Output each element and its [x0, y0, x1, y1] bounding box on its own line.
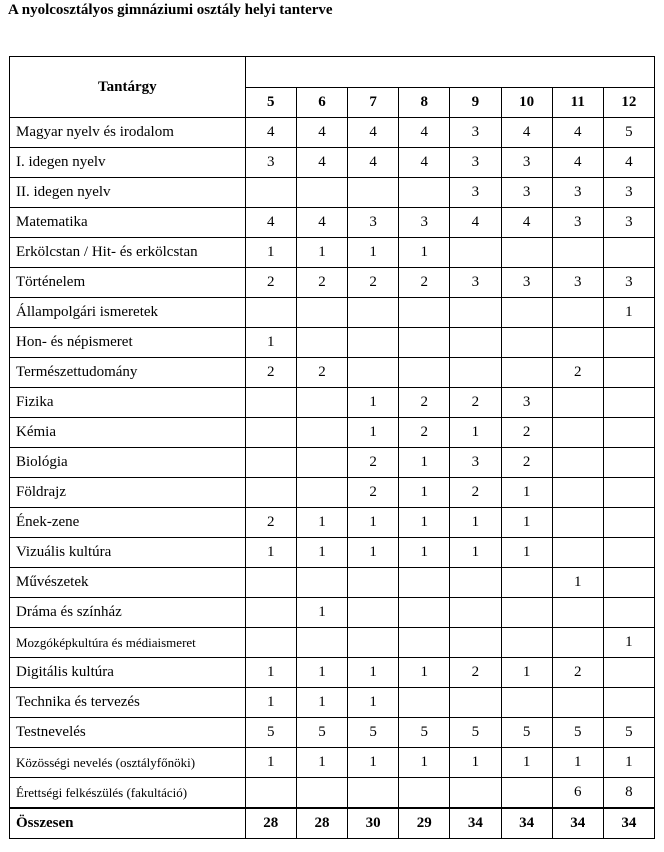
grade-header: 7: [348, 87, 399, 118]
subject-cell: Dráma és színház: [10, 598, 246, 628]
hours-cell: [245, 778, 296, 809]
hours-cell: 2: [245, 268, 296, 298]
hours-cell: 3: [603, 208, 654, 238]
hours-cell: [552, 328, 603, 358]
hours-cell: 4: [603, 148, 654, 178]
hours-cell: [399, 568, 450, 598]
hours-cell: [348, 358, 399, 388]
subject-cell: Erkölcstan / Hit- és erkölcstan: [10, 238, 246, 268]
hours-cell: 1: [348, 238, 399, 268]
hours-cell: 4: [296, 208, 347, 238]
hours-cell: 1: [348, 538, 399, 568]
hours-cell: [603, 688, 654, 718]
subject-cell: Testnevelés: [10, 718, 246, 748]
hours-cell: 6: [552, 778, 603, 809]
hours-cell: 5: [245, 718, 296, 748]
hours-cell: 5: [348, 718, 399, 748]
hours-cell: 2: [245, 508, 296, 538]
hours-cell: [450, 328, 501, 358]
subject-cell: Hon- és népismeret: [10, 328, 246, 358]
hours-cell: [552, 688, 603, 718]
hours-cell: 3: [501, 388, 552, 418]
hours-cell: 4: [399, 148, 450, 178]
table-row: [10, 598, 655, 628]
hours-cell: 3: [450, 268, 501, 298]
hours-cell: [552, 538, 603, 568]
hours-cell: [245, 388, 296, 418]
subject-cell: Digitális kultúra: [10, 658, 246, 688]
hours-cell: 1: [296, 748, 347, 778]
hours-cell: 1: [348, 748, 399, 778]
subject-cell: Matematika: [10, 208, 246, 238]
table-row: [10, 508, 655, 538]
hours-cell: [552, 628, 603, 658]
grade-header: 10: [501, 87, 552, 118]
hours-cell: [501, 238, 552, 268]
hours-cell: 1: [348, 418, 399, 448]
table-body: [10, 118, 655, 839]
hours-cell: [399, 688, 450, 718]
hours-cell: 1: [245, 238, 296, 268]
hours-cell: [245, 298, 296, 328]
table-row: [10, 208, 655, 238]
hours-cell: 1: [603, 298, 654, 328]
table-row: [10, 688, 655, 718]
hours-cell: [296, 628, 347, 658]
hours-cell: 1: [245, 328, 296, 358]
hours-cell: [450, 298, 501, 328]
hours-cell: [245, 178, 296, 208]
hours-cell: 3: [245, 148, 296, 178]
hours-cell: [552, 478, 603, 508]
hours-cell: 1: [399, 748, 450, 778]
hours-cell: 4: [501, 118, 552, 148]
total-row: [10, 808, 655, 839]
hours-cell: 3: [501, 268, 552, 298]
hours-cell: [501, 298, 552, 328]
table-row: [10, 358, 655, 388]
hours-cell: 1: [245, 748, 296, 778]
hours-cell: 4: [399, 118, 450, 148]
subject-cell: Magyar nyelv és irodalom: [10, 118, 246, 148]
hours-cell: [245, 598, 296, 628]
hours-cell: 4: [552, 148, 603, 178]
hours-cell: [245, 448, 296, 478]
hours-cell: 1: [450, 508, 501, 538]
hours-cell: 8: [603, 778, 654, 809]
subject-cell: Biológia: [10, 448, 246, 478]
hours-cell: [603, 358, 654, 388]
hours-cell: 1: [501, 748, 552, 778]
subject-cell: Művészetek: [10, 568, 246, 598]
hours-cell: [603, 388, 654, 418]
hours-cell: [450, 238, 501, 268]
hours-cell: 5: [501, 718, 552, 748]
hours-cell: 2: [450, 478, 501, 508]
page-title: A nyolcosztályos gimnáziumi osztály helyi tanterve: [8, 2, 333, 18]
hours-cell: 1: [348, 658, 399, 688]
hours-cell: 1: [296, 538, 347, 568]
table-row: [10, 418, 655, 448]
table-row: [10, 778, 655, 809]
hours-cell: 1: [296, 508, 347, 538]
total-value-cell: 29: [399, 808, 450, 839]
hours-cell: 3: [552, 178, 603, 208]
subject-cell: Mozgóképkultúra és médiaismeret: [10, 628, 246, 658]
hours-cell: [450, 688, 501, 718]
hours-cell: 1: [501, 538, 552, 568]
hours-cell: 3: [450, 118, 501, 148]
hours-cell: [450, 598, 501, 628]
hours-cell: 1: [501, 508, 552, 538]
subject-cell: Földrajz: [10, 478, 246, 508]
hours-cell: 1: [552, 568, 603, 598]
table-row: [10, 178, 655, 208]
hours-cell: [603, 568, 654, 598]
hours-cell: [501, 328, 552, 358]
hours-cell: 1: [399, 478, 450, 508]
table-row: [10, 298, 655, 328]
table-row: [10, 658, 655, 688]
hours-cell: [501, 688, 552, 718]
subject-cell: Közösségi nevelés (osztályfőnöki): [10, 748, 246, 778]
subject-cell: Történelem: [10, 268, 246, 298]
hours-cell: 1: [399, 538, 450, 568]
hours-cell: [399, 598, 450, 628]
hours-cell: [501, 568, 552, 598]
hours-cell: 2: [501, 418, 552, 448]
hours-cell: [296, 178, 347, 208]
hours-cell: 5: [296, 718, 347, 748]
total-value-cell: 34: [501, 808, 552, 839]
hours-cell: 1: [296, 658, 347, 688]
hours-cell: [450, 568, 501, 598]
hours-cell: [296, 418, 347, 448]
hours-cell: 1: [296, 238, 347, 268]
hours-cell: 2: [501, 448, 552, 478]
hours-cell: 5: [603, 718, 654, 748]
hours-cell: [552, 418, 603, 448]
table-row: [10, 328, 655, 358]
hours-cell: [296, 478, 347, 508]
hours-cell: [501, 358, 552, 388]
total-value-cell: 28: [245, 808, 296, 839]
table-row: [10, 118, 655, 148]
hours-cell: [603, 658, 654, 688]
hours-cell: [552, 448, 603, 478]
hours-cell: [348, 778, 399, 809]
table-row: [10, 148, 655, 178]
hours-cell: 3: [552, 268, 603, 298]
hours-cell: 2: [399, 388, 450, 418]
grade-header: 6: [296, 87, 347, 118]
hours-cell: 1: [245, 538, 296, 568]
hours-cell: 4: [245, 208, 296, 238]
hours-cell: [501, 628, 552, 658]
hours-cell: [603, 538, 654, 568]
hours-cell: [399, 358, 450, 388]
hours-cell: 1: [501, 658, 552, 688]
hours-cell: 3: [501, 148, 552, 178]
hours-cell: [296, 778, 347, 809]
total-value-cell: 34: [450, 808, 501, 839]
grade-header: 11: [552, 87, 603, 118]
table-row: [10, 718, 655, 748]
hours-cell: [603, 478, 654, 508]
total-label: Összesen: [10, 808, 246, 839]
hours-cell: [603, 238, 654, 268]
hours-cell: [552, 238, 603, 268]
hours-cell: 2: [348, 268, 399, 298]
grade-header: 8: [399, 87, 450, 118]
total-value-cell: 34: [603, 808, 654, 839]
table-row: [10, 568, 655, 598]
hours-cell: 1: [348, 688, 399, 718]
hours-cell: 2: [450, 658, 501, 688]
hours-cell: [501, 598, 552, 628]
subject-column-header: Tantárgy: [10, 57, 246, 118]
subject-cell: Kémia: [10, 418, 246, 448]
hours-cell: [552, 388, 603, 418]
hours-cell: 2: [348, 448, 399, 478]
hours-cell: [245, 478, 296, 508]
hours-cell: 3: [450, 148, 501, 178]
subject-cell: Fizika: [10, 388, 246, 418]
hours-cell: [552, 298, 603, 328]
hours-cell: [348, 328, 399, 358]
subject-cell: Ének-zene: [10, 508, 246, 538]
hours-cell: 4: [245, 118, 296, 148]
subject-cell: Vizuális kultúra: [10, 538, 246, 568]
hours-cell: 1: [450, 418, 501, 448]
total-value-cell: 34: [552, 808, 603, 839]
hours-cell: [603, 418, 654, 448]
hours-cell: 1: [296, 688, 347, 718]
hours-cell: 1: [245, 658, 296, 688]
subject-cell: I. idegen nyelv: [10, 148, 246, 178]
hours-cell: [603, 328, 654, 358]
hours-cell: 1: [296, 598, 347, 628]
hours-cell: [296, 388, 347, 418]
hours-cell: [399, 328, 450, 358]
hours-cell: [399, 298, 450, 328]
hours-cell: 4: [296, 148, 347, 178]
hours-cell: 4: [501, 208, 552, 238]
hours-cell: 2: [399, 268, 450, 298]
table-row: [10, 628, 655, 658]
hours-cell: 4: [296, 118, 347, 148]
hours-cell: 2: [450, 388, 501, 418]
hours-cell: [348, 568, 399, 598]
table-row: [10, 448, 655, 478]
hours-cell: 3: [450, 178, 501, 208]
hours-cell: 3: [603, 178, 654, 208]
hours-cell: 1: [399, 238, 450, 268]
hours-cell: 3: [348, 208, 399, 238]
table-row: [10, 388, 655, 418]
hours-cell: 2: [399, 418, 450, 448]
hours-cell: 3: [450, 448, 501, 478]
hours-cell: 4: [348, 148, 399, 178]
hours-cell: 1: [450, 538, 501, 568]
hours-cell: [245, 418, 296, 448]
hours-cell: 5: [552, 718, 603, 748]
hours-cell: 2: [348, 478, 399, 508]
hours-cell: [245, 628, 296, 658]
hours-cell: 1: [603, 628, 654, 658]
subject-cell: Technika és tervezés: [10, 688, 246, 718]
total-value-cell: 28: [296, 808, 347, 839]
hours-cell: 4: [552, 118, 603, 148]
hours-cell: 1: [399, 508, 450, 538]
table-row: [10, 538, 655, 568]
hours-cell: 2: [296, 268, 347, 298]
hours-cell: [450, 778, 501, 809]
hours-cell: [348, 298, 399, 328]
hours-cell: 1: [399, 658, 450, 688]
hours-cell: 3: [603, 268, 654, 298]
hours-cell: 4: [348, 118, 399, 148]
table-row: [10, 268, 655, 298]
hours-cell: 1: [552, 748, 603, 778]
table-row: [10, 748, 655, 778]
hours-cell: [245, 568, 296, 598]
hours-cell: [399, 628, 450, 658]
hours-cell: [552, 508, 603, 538]
hours-cell: [450, 628, 501, 658]
hours-cell: 3: [552, 208, 603, 238]
hours-cell: 1: [603, 748, 654, 778]
hours-cell: [348, 628, 399, 658]
hours-cell: [450, 358, 501, 388]
hours-cell: [296, 328, 347, 358]
hours-cell: [296, 298, 347, 328]
hours-cell: 2: [296, 358, 347, 388]
hours-cell: 1: [348, 508, 399, 538]
subject-cell: Természettudomány: [10, 358, 246, 388]
hours-cell: [296, 448, 347, 478]
hours-cell: 1: [348, 388, 399, 418]
hours-cell: [501, 778, 552, 809]
curriculum-table: [9, 56, 655, 839]
grade-header: 12: [603, 87, 654, 118]
hours-cell: [603, 508, 654, 538]
hours-cell: [552, 598, 603, 628]
hours-cell: 5: [603, 118, 654, 148]
subject-cell: Érettségi felkészülés (fakultáció): [10, 778, 246, 809]
hours-cell: [399, 778, 450, 809]
table-row: [10, 478, 655, 508]
table-row: [10, 238, 655, 268]
hours-cell: 3: [399, 208, 450, 238]
hours-cell: [348, 178, 399, 208]
hours-cell: 4: [450, 208, 501, 238]
hours-cell: [399, 178, 450, 208]
hours-cell: 1: [501, 478, 552, 508]
hours-cell: 5: [399, 718, 450, 748]
hours-cell: 5: [450, 718, 501, 748]
grade-span-header: [245, 57, 654, 88]
hours-cell: 2: [552, 658, 603, 688]
subject-cell: II. idegen nyelv: [10, 178, 246, 208]
hours-cell: 2: [552, 358, 603, 388]
header-row: [10, 57, 655, 88]
hours-cell: [603, 448, 654, 478]
hours-cell: 3: [501, 178, 552, 208]
hours-cell: 1: [399, 448, 450, 478]
grade-header: 5: [245, 87, 296, 118]
grade-header: 9: [450, 87, 501, 118]
hours-cell: [296, 568, 347, 598]
hours-cell: 1: [245, 688, 296, 718]
hours-cell: [603, 598, 654, 628]
total-value-cell: 30: [348, 808, 399, 839]
hours-cell: 1: [450, 748, 501, 778]
hours-cell: [348, 598, 399, 628]
hours-cell: 2: [245, 358, 296, 388]
subject-cell: Állampolgári ismeretek: [10, 298, 246, 328]
